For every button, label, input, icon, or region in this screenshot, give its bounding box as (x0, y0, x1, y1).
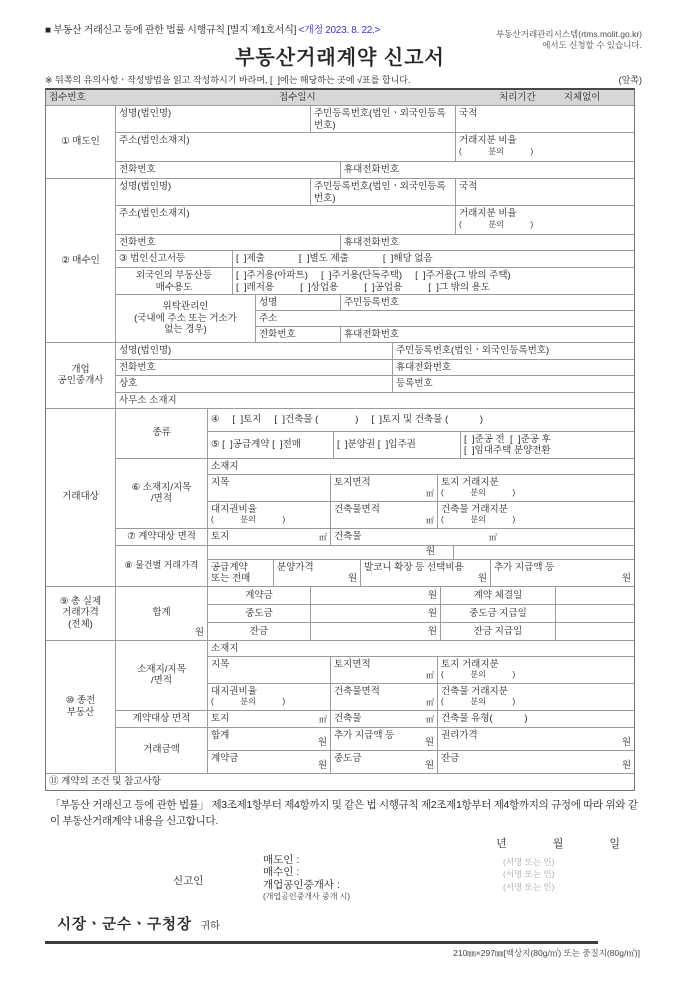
buyer-rrn-cell[interactable] (311, 179, 456, 205)
share-fraction: ( 분의 ) (459, 219, 534, 229)
share-label: 거래지분 비율 (459, 208, 517, 219)
reporter-label: 신고인 (173, 874, 204, 887)
share-fraction: ( 분의 ) (459, 146, 534, 156)
previous-location-group (116, 641, 634, 711)
name-label: 성명 (259, 297, 278, 308)
seller-rrn-cell[interactable] (311, 106, 456, 132)
previous-land-area-cell[interactable] (331, 657, 438, 683)
previous-downpayment-cell[interactable] (208, 751, 331, 773)
interim-date-value-cell[interactable] (556, 605, 634, 622)
contract-date-label-cell (441, 587, 556, 604)
item-price-amount-cell[interactable] (208, 546, 454, 559)
previous-location-label-1: 소재지/지목 (137, 663, 186, 675)
interim-label: 중도금 (245, 607, 273, 619)
extra-payment-label: 추가 지급액 등 (494, 561, 555, 573)
seal-column (503, 856, 554, 894)
contract-area-group (116, 529, 634, 546)
mobile-label: 휴대전화번호 (344, 328, 400, 340)
downpayment-amount-cell[interactable] (311, 587, 441, 604)
item-price-blank-cell[interactable] (454, 546, 634, 559)
agent-office-address-cell[interactable] (116, 393, 634, 408)
jimok-label: 지목 (211, 476, 230, 488)
kind-label: 종류 (152, 427, 171, 439)
downpayment-label: 계약금 (245, 589, 273, 601)
won-unit: 원 (427, 626, 437, 637)
seal-note: (서명 또는 인) (503, 881, 555, 892)
site-ratio-fraction: ( 분의 ) (211, 515, 286, 524)
agent-name-cell[interactable] (116, 343, 393, 359)
section-buyer (46, 179, 634, 343)
won-unit: 원 (425, 546, 435, 557)
seller-share-cell[interactable] (456, 133, 634, 161)
checkbox-commercial[interactable]: [ ]상업용 (300, 281, 339, 293)
share-label: 거래지분 비율 (459, 135, 517, 146)
corp-report-label-cell (116, 251, 233, 267)
date-line (0, 835, 620, 851)
previous-bldg-share-cell[interactable] (438, 684, 634, 710)
previous-label-2: 부동산 (66, 706, 95, 718)
foreign-use-label-cell (116, 268, 233, 294)
previous-amount-label-cell (116, 728, 208, 773)
declaration-text: 「부동산 거래신고 등에 관한 법률」 제3조제1항부터 제4항까지 및 같은 법 시행규칙 제2조제1항부터 제4항까지의 규정에 따라 위와 같이 부동산거래계약 내용을 신고합니다. (50, 798, 638, 827)
recipient-title: 시장ㆍ군수ㆍ구청장 (57, 916, 193, 933)
previous-interim-label: 중도금 (334, 752, 362, 764)
regulation-reference (45, 24, 493, 38)
balcony-label: 발코니 확장 등 선택비용 (364, 561, 464, 573)
trustee-group (116, 295, 634, 342)
location-label-cell (116, 459, 208, 528)
sojaeji-label: 소재지 (211, 460, 239, 472)
total-label-2: 거래가격 (62, 607, 99, 619)
address-label: 주소(법인소재지) (119, 208, 190, 219)
buyer-address-cell[interactable] (116, 206, 456, 234)
m2-unit: ㎡ (319, 715, 327, 724)
seller-nationality-cell[interactable] (456, 106, 634, 132)
contract-area-label: ⑦ 계약대상 면적 (127, 530, 196, 542)
checkbox-presale-occupancy[interactable]: [ ]분양권 [ ]입주권 (337, 439, 416, 451)
signer-agent: 개업공인중개사 : (263, 878, 340, 891)
section-subject (46, 409, 634, 587)
processing-period-label: 처리기간 (499, 92, 536, 103)
year-label: 년 (496, 837, 507, 850)
location-group (116, 459, 634, 529)
balance-date-label-cell (441, 623, 556, 640)
previous-property-label-cell (46, 641, 116, 773)
corp-report-label: ③ 법인신고서등 (119, 253, 186, 264)
receipt-datetime-cell[interactable] (276, 90, 496, 105)
corp-report-options-cell (233, 251, 634, 267)
revision-note: <개정 2023. 8. 22.> (298, 25, 381, 36)
previous-label-1: ⑩ 종전 (65, 695, 96, 706)
location-label-2: /면적 (151, 493, 172, 504)
seller-phone-cell[interactable] (116, 162, 341, 178)
land-share-label: 토지 거래지분 (441, 476, 499, 488)
instruction-line (45, 73, 642, 86)
previous-location-label-2: /면적 (151, 675, 172, 686)
phone-label: 전화번호 (119, 361, 156, 373)
previous-interim-cell[interactable] (331, 751, 438, 773)
balance-label: 잔금 (249, 625, 269, 637)
agent-mobile-cell[interactable] (393, 360, 634, 375)
subject-bldg-share-cell[interactable] (438, 502, 634, 528)
contract-date-value-cell[interactable] (556, 587, 634, 604)
section-agent (46, 343, 634, 409)
interim-amount-cell[interactable] (311, 605, 441, 622)
sojaeji-label: 소재지 (211, 642, 239, 654)
total-price-label-cell (46, 587, 116, 640)
won-unit: 원 (621, 573, 631, 584)
checkbox-corp-submit[interactable]: [ ]제출 (236, 253, 265, 264)
trustee-label-3: 없는 경우) (164, 324, 207, 335)
agent-regno-cell[interactable] (393, 376, 634, 392)
seller-mobile-cell[interactable] (341, 162, 634, 178)
buyer-share-cell[interactable] (456, 206, 634, 234)
checkbox-other-use[interactable]: [ ]그 밖의 용도 (428, 281, 491, 293)
agent-section-label (46, 343, 116, 408)
land-share-fraction: ( 분의 ) (441, 488, 516, 497)
contract-date-label: 계약 체결일 (473, 589, 523, 601)
bldg-share-fraction: ( 분의 ) (441, 515, 516, 524)
checkbox-rental-conversion[interactable]: [ ]임대주택 분양전환 (464, 445, 551, 456)
previous-bldg-area-cell[interactable] (331, 684, 438, 710)
receipt-number-cell[interactable] (46, 90, 276, 105)
row5-number: ⑤ (211, 439, 220, 451)
total-label-3: (전체) (68, 618, 93, 630)
won-unit: 원 (424, 737, 434, 748)
trustee-label-cell (116, 295, 256, 342)
interim-date-label: 중도금 지급일 (469, 607, 527, 619)
processing-period-value: 지체없이 (563, 92, 601, 103)
subject-area-land-cell[interactable] (208, 529, 331, 545)
location-label-1: ⑥ 소재지/지목 (131, 481, 192, 493)
previous-location-label-cell (116, 641, 208, 710)
processing-period-cell (496, 90, 634, 105)
bldg-share-fraction: ( 분의 ) (441, 697, 516, 706)
subject-section-label (46, 409, 116, 586)
won-unit: 원 (427, 608, 437, 619)
regulation-text: ■ 부동산 거래신고 등에 관한 법률 시행규칙 [별지 제1호서식] (45, 25, 299, 36)
checkbox-corp-na[interactable]: [ ]해당 없음 (382, 253, 433, 264)
previous-area-bldg-cell[interactable] (331, 711, 438, 727)
agent-title-2: 공인중개사 (57, 375, 104, 386)
balance-date-value-cell[interactable] (556, 623, 634, 640)
won-unit: 원 (427, 590, 437, 601)
buyer-title: ② 매수인 (61, 254, 100, 266)
buyer-nationality-cell[interactable] (456, 179, 634, 205)
paper-spec-footnote: 210㎜×297㎜[백상지(80g/㎡) 또는 중질지(80g/㎡)] (453, 947, 640, 958)
rrn-label: 주민등록번호(법인ㆍ외국인등록번호) (396, 344, 550, 356)
row4-number: ④ (211, 414, 220, 426)
mobile-label: 휴대전화번호 (344, 237, 400, 248)
item-price-group (116, 546, 634, 586)
m2-unit: ㎡ (489, 533, 497, 542)
previous-amount-group (116, 728, 634, 773)
office-address-label: 사무소 소재지 (119, 394, 177, 406)
balcony-option-cell[interactable] (361, 560, 491, 586)
jimok-label: 지목 (211, 658, 230, 670)
subject-sojaeji-cell[interactable] (208, 459, 634, 474)
agent-phone-cell[interactable] (116, 360, 393, 375)
name-label: 성명(법인명) (119, 181, 172, 192)
conditions-cell[interactable] (46, 774, 634, 790)
agent-note: (개업공인중개사 중개 시) (263, 892, 351, 901)
rtms-line1: 부동산거래관리시스템(rtms.molit.go.kr) (496, 29, 642, 39)
checkbox-residential-apartment[interactable]: [ ]주거용(아파트) (236, 270, 308, 281)
phone-label: 전화번호 (259, 328, 296, 340)
seal-note: (서명 또는 인) (503, 869, 555, 879)
kind-label-cell (116, 409, 208, 458)
phone-label: 전화번호 (119, 164, 156, 175)
seller-title: ① 매도인 (61, 136, 100, 148)
month-label: 월 (552, 837, 564, 850)
land-label: 토지 (211, 712, 230, 724)
presale-label: 분양가격 (277, 561, 314, 573)
seller-section-label (46, 106, 116, 178)
trustee-label-2: (국내에 주소 또는 거소가 (134, 312, 237, 324)
won-unit: 원 (317, 760, 327, 771)
previous-area-label: 계약대상 면적 (132, 712, 191, 724)
kind-row5-completion-cell (461, 432, 634, 458)
page-title: 부동산거래계약 신고서 (235, 47, 445, 69)
nationality-label: 국적 (459, 181, 478, 192)
downpayment-label-cell (208, 587, 311, 604)
won-unit: 원 (317, 737, 327, 748)
receipt-number-label: 접수번호 (49, 92, 86, 103)
won-unit: 원 (347, 573, 357, 584)
recipient-line (57, 913, 680, 934)
foreign-use-options-cell (233, 268, 634, 294)
checkbox-residential-other[interactable]: [ ]주거용(그 밖의 주택) (415, 270, 511, 281)
extra-payment-cell[interactable] (491, 560, 634, 586)
section-previous-property (46, 641, 634, 774)
receipt-datetime-label: 접수일시 (279, 92, 316, 103)
land-share-fraction: ( 분의 ) (441, 670, 516, 679)
bldg-share-label: 건축물 거래지분 (441, 503, 508, 515)
buyer-phone-cell[interactable] (116, 235, 341, 250)
checkbox-land-and-building[interactable]: [ ]토지 및 건축물 ( ) (371, 414, 484, 426)
balance-amount-cell[interactable] (311, 623, 441, 640)
mobile-label: 휴대전화번호 (396, 361, 452, 373)
total-sum-group (116, 587, 634, 640)
seller-address-cell[interactable] (116, 133, 456, 161)
checkbox-supply-resale[interactable]: [ ]공급계약 [ ]전매 (222, 439, 301, 451)
section-seller (46, 106, 634, 179)
presale-price-cell[interactable] (274, 560, 361, 586)
land-area-label: 토지면적 (334, 476, 371, 488)
site-ratio-label: 대지권비율 (211, 503, 257, 515)
sum-label: 합계 (152, 607, 171, 619)
won-unit: 원 (621, 737, 631, 748)
subject-title: 거래대상 (62, 491, 99, 503)
trustee-rrn-cell[interactable] (341, 295, 634, 310)
bldg-share-label: 건축물 거래지분 (441, 685, 508, 697)
m2-unit: ㎡ (426, 489, 434, 498)
won-unit: 원 (621, 760, 631, 771)
checkbox-residential-detached[interactable]: [ ]주거용(단독주택) (320, 270, 403, 281)
kind-row4-cell (208, 409, 634, 431)
supply-label-1: 공급계약 (211, 561, 248, 573)
total-sum-cell[interactable] (116, 587, 208, 640)
nationality-label: 국적 (459, 108, 478, 119)
won-unit: 원 (477, 573, 487, 584)
previous-area-group (116, 711, 634, 728)
item-price-label-cell (116, 546, 208, 586)
rrn-label: 주민등록번호(법인ㆍ외국인등록번호) (314, 108, 446, 131)
buyer-section-label (46, 179, 116, 342)
balance-date-label: 잔금 지급일 (473, 625, 523, 637)
rrn-label: 주민등록번호(법인ㆍ외국인등록번호) (314, 181, 446, 204)
bottom-rule (45, 941, 598, 944)
site-ratio-fraction: ( 분의 ) (211, 697, 286, 706)
buyer-name-cell[interactable] (116, 179, 311, 205)
signer-buyer: 매수인 : (263, 866, 300, 878)
recipient-honorific: 귀하 (200, 920, 220, 932)
previous-bldg-type-cell[interactable] (438, 711, 634, 727)
interim-date-label-cell (441, 605, 556, 622)
conditions-label: ⑪ 계약의 조건 및 참고사항 (49, 775, 161, 787)
report-form-table (45, 88, 635, 791)
section-total-price (46, 587, 634, 641)
agent-title-1: 개업 (71, 363, 90, 375)
bldg-label: 건축물 (334, 712, 362, 724)
trustee-phone-cell[interactable] (256, 327, 341, 342)
previous-extra-cell[interactable] (331, 728, 438, 750)
kind-group (116, 409, 634, 459)
regno-label: 등록번호 (396, 377, 433, 389)
previous-sum-cell[interactable] (208, 728, 331, 750)
bldg-area-label: 건축물면적 (334, 685, 380, 697)
subject-land-area-cell[interactable] (331, 475, 438, 501)
rtms-note (496, 29, 642, 51)
checkbox-industrial[interactable]: [ ]공업용 (364, 281, 403, 293)
land-label: 토지 (211, 530, 230, 542)
page-side-label: (앞쪽) (618, 75, 642, 85)
previous-site-ratio-cell[interactable] (208, 684, 331, 710)
previous-sojaeji-cell[interactable] (208, 641, 634, 656)
signature-block (0, 853, 680, 911)
address-label: 주소(법인소재지) (119, 135, 190, 146)
m2-unit: ㎡ (319, 533, 327, 542)
foreign-use-label-2: 매수용도 (155, 281, 193, 293)
subject-site-ratio-cell[interactable] (208, 502, 331, 528)
receipt-row (46, 90, 634, 106)
trustee-name-cell[interactable] (256, 295, 341, 310)
item-price-label: ⑧ 물건별 거래가격 (124, 559, 199, 570)
kind-row5-supply-cell (208, 432, 334, 458)
previous-balance-label: 잔금 (441, 752, 460, 764)
checkbox-before-after-completion[interactable]: [ ]준공 전 [ ]준공 후 (464, 433, 551, 445)
contract-area-label-cell (116, 529, 208, 545)
buyer-mobile-cell[interactable] (341, 235, 634, 250)
trustee-label-1: 위탁관리인 (162, 301, 209, 312)
checkbox-corp-separate[interactable]: [ ]별도 제출 (298, 253, 349, 264)
subject-area-bldg-cell[interactable] (331, 529, 634, 545)
previous-jimok-cell[interactable] (208, 657, 331, 683)
subject-land-share-cell[interactable] (438, 475, 634, 501)
balance-label-cell (208, 623, 311, 640)
land-share-label: 토지 거래지분 (441, 658, 499, 670)
day-label: 일 (609, 837, 620, 850)
store-label: 상호 (119, 377, 138, 389)
seller-name-cell[interactable] (116, 106, 311, 132)
bldg-type-label: 건축물 유형( ) (441, 712, 528, 724)
previous-area-label-cell (116, 711, 208, 727)
supply-label-2: 또는 전매 (211, 573, 251, 584)
signer-names (263, 854, 350, 904)
previous-balance-cell[interactable] (438, 751, 634, 773)
previous-amount-label: 거래금액 (143, 744, 180, 756)
subject-jimok-cell[interactable] (208, 475, 331, 501)
previous-land-share-cell[interactable] (438, 657, 634, 683)
m2-unit: ㎡ (426, 516, 434, 525)
m2-unit: ㎡ (426, 671, 434, 680)
won-unit: 원 (424, 760, 434, 771)
trustee-mobile-cell[interactable] (341, 327, 634, 342)
bldg-area-label: 건축물면적 (334, 503, 380, 515)
checkbox-building[interactable]: [ ]건축물 ( ) (274, 414, 359, 426)
supply-or-resale-cell (208, 560, 274, 586)
rtms-line2: 에서도 신청할 수 있습니다. (542, 40, 642, 50)
previous-extra-label: 추가 지급액 등 (334, 729, 395, 741)
previous-area-land-cell[interactable] (208, 711, 331, 727)
previous-downpayment-label: 계약금 (211, 752, 239, 764)
site-ratio-label: 대지권비율 (211, 685, 257, 697)
form-header (45, 24, 642, 50)
m2-unit: ㎡ (426, 698, 434, 707)
checkbox-leisure[interactable]: [ ]레저용 (236, 281, 275, 293)
previous-sum-label: 합계 (211, 729, 230, 741)
foreign-use-label-1: 외국인의 부동산등 (135, 270, 213, 281)
bldg-label: 건축물 (334, 530, 362, 542)
agent-rrn-cell[interactable] (393, 343, 634, 359)
mobile-label: 휴대전화번호 (344, 164, 400, 175)
trustee-address-cell[interactable] (256, 311, 634, 326)
signer-seller: 매도인 : (263, 853, 300, 866)
seal-note: (서명 또는 인) (503, 856, 555, 867)
previous-right-price-cell[interactable] (438, 728, 634, 750)
subject-bldg-area-cell[interactable] (331, 502, 438, 528)
phone-label: 전화번호 (119, 237, 156, 248)
rrn-label: 주민등록번호 (344, 297, 400, 308)
agent-store-cell[interactable] (116, 376, 393, 392)
instruction-text: ※ 뒤쪽의 유의사항ㆍ작성방법을 읽고 작성하시기 바라며, [ ]에는 해당하는 곳에 √표를 합니다. (45, 75, 411, 85)
form-page (0, 24, 680, 986)
section-conditions (46, 774, 634, 790)
checkbox-land[interactable]: [ ]토지 (232, 414, 262, 426)
previous-right-price-label: 권리가격 (441, 729, 478, 741)
interim-label-cell (208, 605, 311, 622)
name-label: 성명(법인명) (119, 344, 172, 356)
won-unit: 원 (194, 627, 204, 638)
total-label-1: ⑨ 총 실제 (59, 595, 102, 607)
kind-row5-right-cell (334, 432, 461, 458)
m2-unit: ㎡ (426, 715, 434, 724)
address-label: 주소 (259, 313, 278, 324)
name-label: 성명(법인명) (119, 108, 172, 119)
land-area-label: 토지면적 (334, 658, 371, 670)
